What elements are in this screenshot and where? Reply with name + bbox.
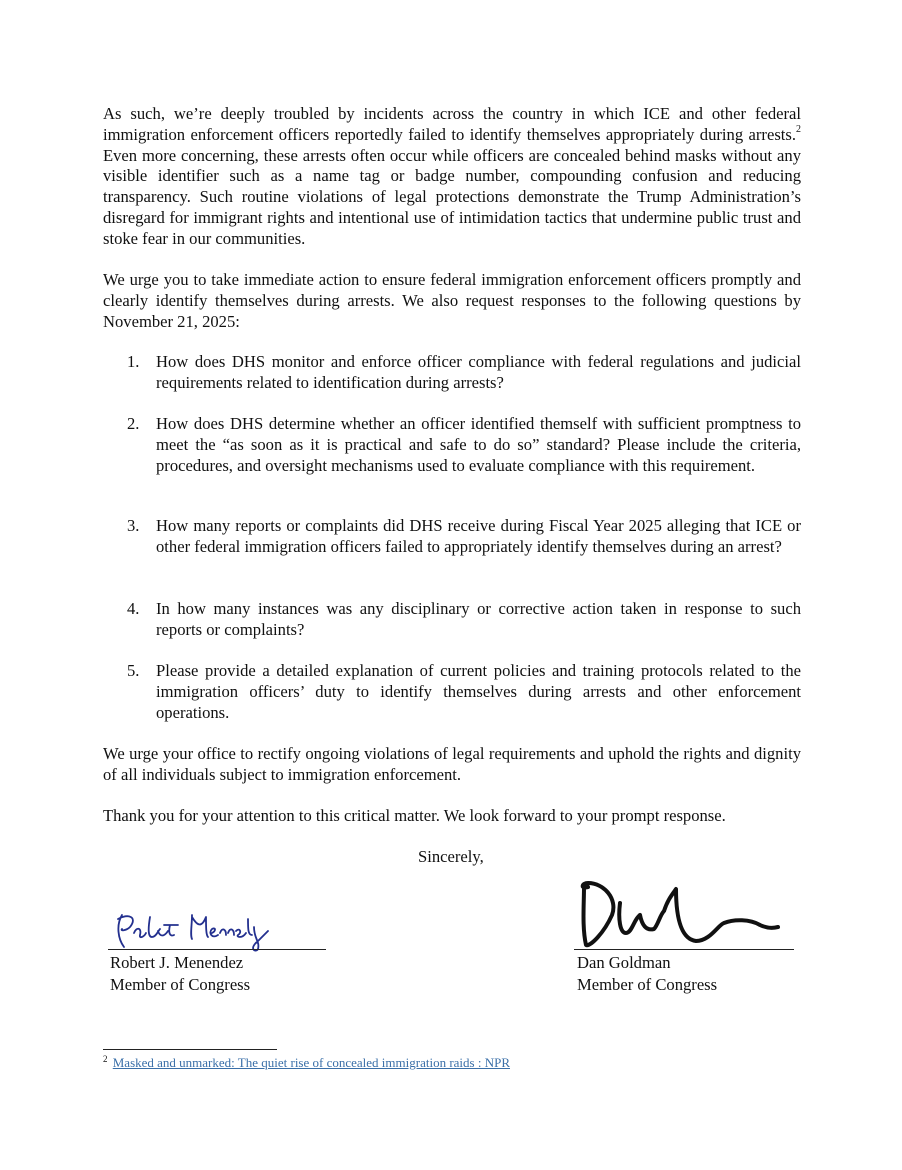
signer-goldman	[577, 952, 717, 996]
paragraph-request: We urge you to take immediate action to ensure federal immigration enforcement officers promptly and clearly identify themselves during arrests. We also request responses to the following questions by November 21, 2025:	[103, 270, 801, 331]
footnote-link[interactable]: Masked and unmarked: The quiet rise of concealed immigration raids : NPR	[112, 1055, 510, 1070]
paragraph-thanks: Thank you for your attention to this critical matter. We look forward to your prompt response.	[103, 806, 726, 825]
question-number: 3.	[127, 516, 140, 535]
footnote-reference[interactable]: 2	[796, 124, 801, 136]
signature-menendez	[108, 905, 288, 955]
paragraph-concerns-text-b: Even more concerning, these arrests often occur while officers are concealed behind masks without any visible identifier such as a name tag or badge number, compounding confusion and reducing transparency. Such routine violations of legal protections demonstrate the Trump Administration’s disregard for immigrant rights and intentional use of intimidation tactics that undermine public trust and stoke fear in our communities.	[103, 145, 801, 248]
signer-name: Dan Goldman	[577, 953, 671, 972]
question-text: How many reports or complaints did DHS receive during Fiscal Year 2025 alleging that ICE or other federal immigration officers failed to appropriately identify themselves during an arrest?	[156, 516, 801, 556]
footnote	[103, 1055, 510, 1071]
question-number: 4.	[127, 599, 140, 618]
paragraph-urge: We urge your office to rectify ongoing violations of legal requirements and uphold the rights and dignity of all individuals subject to immigration enforcement.	[103, 744, 801, 784]
signer-menendez	[110, 952, 250, 996]
closing-salutation: Sincerely,	[418, 847, 484, 866]
question-number: 5.	[127, 661, 140, 680]
signature-line	[108, 949, 326, 950]
signer-name: Robert J. Menendez	[110, 953, 244, 972]
paragraph-concerns	[103, 104, 801, 250]
question-text: How does DHS monitor and enforce officer compliance with federal regulations and judicial requirements related to identification during arrests?	[156, 352, 801, 392]
question-text: In how many instances was any disciplinary or corrective action taken in response to such reports or complaints?	[156, 599, 801, 639]
signer-title: Member of Congress	[577, 975, 718, 994]
paragraph-concerns-text-a: As such, we’re deeply troubled by incidents across the country in which ICE and other federal immigration enforcement officers reportedly failed to identify themselves appropriately during arrests.	[103, 104, 801, 144]
signer-title: Member of Congress	[110, 975, 251, 994]
question-text: How does DHS determine whether an officer identified themself with sufficient promptness to meet the “as soon as it is practical and safe to do so” standard? Please include the criteria, procedures, and oversight mechanisms used to evaluate compliance with this requirement.	[156, 414, 801, 475]
signature-line	[574, 949, 794, 950]
question-text: Please provide a detailed explanation of current policies and training protocols related to the immigration officers’ duty to identify themselves during arrests and other enforcement operations.	[156, 661, 801, 722]
footnote-divider	[103, 1049, 277, 1050]
question-number: 2.	[127, 414, 140, 433]
footnote-mark: 2	[103, 1053, 108, 1064]
signature-goldman	[574, 875, 794, 955]
question-number: 1.	[127, 352, 140, 371]
